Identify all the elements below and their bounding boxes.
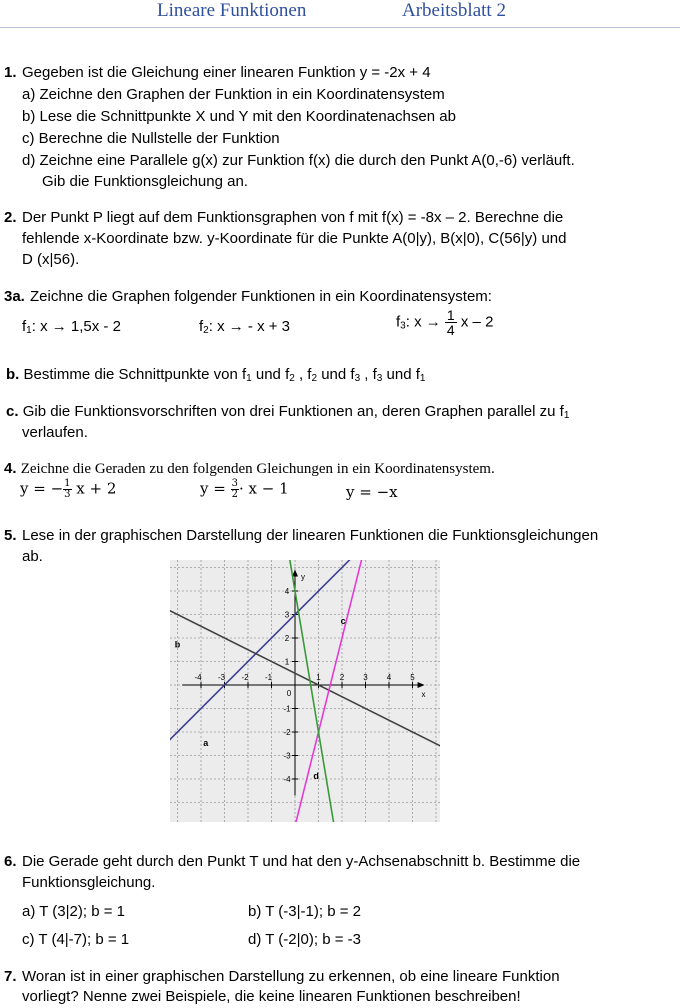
q4-eq1: y = − $\frac{1}{3}$ x + 2 [20,478,117,500]
x-tick-label: 1 [316,673,321,682]
origin-label: 0 [286,689,292,698]
q1-item-b: b) Lese die Schnittpunkte X und Y mit den Koordinatenachsen ab [22,108,456,125]
q1-item-c: c) Berechne die Nullstelle der Funktion [22,130,280,147]
q3a-text: Zeichne die Graphen folgender Funktionen in ein Koordinatensystem: [30,288,492,305]
line-label-b: b [174,639,181,650]
y-tick-label: -4 [283,775,291,784]
q2-line3: D (x|56). [22,251,80,268]
q1-intro: Gegeben ist die Gleichung einer linearen Funktion y = -2x + 4 [22,64,431,81]
q2-line2: fehlende x-Koordinate bzw. y-Koordinate für die Punkte A(0|y), B(x|0), C(56|y) und [22,230,567,247]
y-tick-label: -2 [283,728,291,737]
line-label-c: c [340,615,346,626]
q1-item-d: d) Zeichne eine Parallele g(x) zur Funktion f(x) die durch den Punkt A(0,-6) verläuft. [22,152,575,169]
x-tick-label: -3 [217,673,226,682]
y-tick-label: 1 [284,657,290,667]
y-tick-label: -1 [283,704,291,714]
q3b-line: b. Bestimme die Schnittpunkte von $f_1$ und $f_2$ , $f_2$ und $f_3$ , $f_3$ und $f_1$ [6,366,426,384]
line-label-a: a [203,738,209,749]
q2-number: 2. [4,209,17,226]
worksheet-subtitle: Arbeitsblatt 2 [402,0,506,21]
x-tick-label: 3 [363,673,368,682]
q3-f2: $f_2$: x → - x + 3 [199,318,291,336]
graph-background [170,560,440,822]
q5-line1: Lese in der graphischen Darstellung der linearen Funktionen die Funktionsgleichungen [22,527,599,544]
q6-line1: Die Gerade geht durch den Punkt T und hat den y-Achsenabschnitt b. Bestimme die [22,853,581,870]
q6-item-a: a) T (3|2); b = 1 [22,903,125,920]
q4-eq2: y = $\frac{3}{2}$ · x − 1 [200,478,289,500]
q2-line1: Der Punkt P liegt auf dem Funktionsgraphen von f mit f(x) = -8x – 2. Berechne die [22,209,564,226]
linear-functions-graph [170,560,440,822]
q6-item-c: c) T (4|-7); b = 1 [22,931,130,948]
q3-f1: $f_1$: x → 1,5x - 2 [22,318,121,336]
q5-number: 5. [4,527,17,544]
worksheet-title: Lineare Funktionen [157,0,307,21]
line-label-d: d [313,771,319,781]
q5-line2: ab. [22,548,43,565]
q7-line1: Woran ist in einer graphischen Darstellung zu erkennen, ob eine lineare Funktion [22,968,560,985]
y-axis-label: y [301,572,305,582]
q1-item-a: a) Zeichne den Graphen der Funktion in ein Koordinatensystem [22,86,445,103]
x-tick-label: -4 [194,673,202,682]
q1-item-d-cont: Gib die Funktionsgleichung an. [42,173,248,190]
y-tick-label: 4 [284,587,290,596]
q7-line2: vorliegt? Nenne zwei Beispiele, die keine linearen Funktionen beschreiben! [22,988,521,1005]
q3-f3-fraction: $\frac{1}{4}$ [446,307,455,338]
q3a-number: 3a. [4,288,25,305]
x-tick-label: 5 [410,673,415,682]
q3c-line2: verlaufen. [22,424,88,441]
x-tick-label: -2 [241,673,249,682]
q1-number: 1. [4,64,17,81]
q3c-line: c. Gib die Funktionsvorschriften von drei Funktionen an, deren Graphen parallel zu $f_1$ [6,403,570,421]
x-tick-label: 4 [386,673,392,682]
header-rule [0,27,680,28]
x-axis-label: x [421,690,426,699]
y-tick-label: -3 [283,751,291,761]
q6-item-d: d) T (-2|0); b = -3 [248,931,361,948]
x-tick-label: -1 [264,673,273,682]
q4-eq3: y = −x [346,483,398,501]
q3-f3: $f_3$: x → $\frac{1}{4}$ x – 2 [396,307,494,338]
q6-line2: Funktionsgleichung. [22,874,156,891]
y-tick-label: 2 [284,634,290,643]
q6-number: 6. [4,853,17,870]
q6-item-b: b) T (-3|-1); b = 2 [248,903,361,920]
x-tick-label: 2 [339,673,345,682]
y-tick-label: 3 [284,610,290,620]
q4-line: 4. Zeichne die Geraden zu den folgenden Gleichungen in ein Koordinatensystem. [4,460,495,477]
q7-number: 7. [4,968,17,985]
